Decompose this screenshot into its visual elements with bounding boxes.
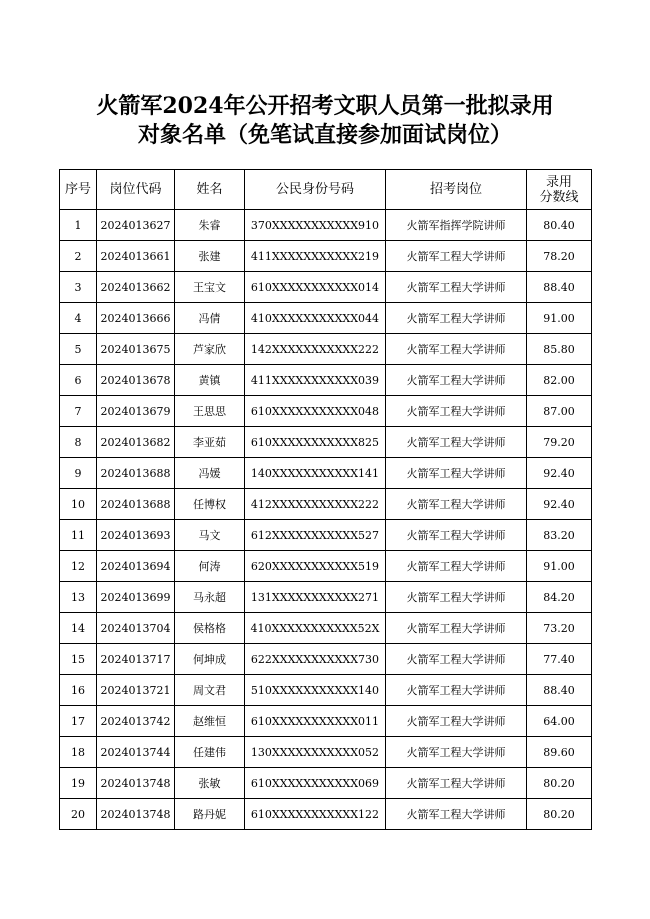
header-position: 招考岗位 [386,170,527,210]
cell-seq: 3 [60,272,97,303]
cell-position: 火箭军工程大学讲师 [386,334,527,365]
cell-seq: 20 [60,799,97,830]
header-score-line-1: 录用 [545,174,572,190]
cell-seq: 18 [60,737,97,768]
header-seq: 序号 [60,170,97,210]
cell-post-code: 2024013748 [97,799,175,830]
cell-seq: 5 [60,334,97,365]
header-score-line-2: 分数线 [539,189,579,205]
cell-id-number: 131XXXXXXXXXXX271 [245,582,386,613]
cell-score: 77.40 [527,644,592,675]
cell-name: 路丹妮 [175,799,245,830]
cell-seq: 14 [60,613,97,644]
cell-seq: 16 [60,675,97,706]
table-row [60,210,592,241]
cell-score: 85.80 [527,334,592,365]
cell-position: 火箭军指挥学院讲师 [386,210,527,241]
table-row [60,396,592,427]
cell-position: 火箭军工程大学讲师 [386,551,527,582]
cell-seq: 8 [60,427,97,458]
cell-id-number: 410XXXXXXXXXXX044 [245,303,386,334]
cell-seq: 15 [60,644,97,675]
cell-score: 92.40 [527,458,592,489]
cell-position: 火箭军工程大学讲师 [386,458,527,489]
cell-id-number: 622XXXXXXXXXXX730 [245,644,386,675]
cell-id-number: 610XXXXXXXXXXX011 [245,706,386,737]
cell-score: 88.40 [527,272,592,303]
cell-name: 张建 [175,241,245,272]
cell-seq: 17 [60,706,97,737]
cell-position: 火箭军工程大学讲师 [386,272,527,303]
cell-post-code: 2024013693 [97,520,175,551]
cell-score: 73.20 [527,613,592,644]
cell-position: 火箭军工程大学讲师 [386,644,527,675]
cell-post-code: 2024013661 [97,241,175,272]
cell-seq: 12 [60,551,97,582]
cell-id-number: 140XXXXXXXXXXX141 [245,458,386,489]
cell-id-number: 411XXXXXXXXXXX039 [245,365,386,396]
cell-position: 火箭军工程大学讲师 [386,303,527,334]
cell-post-code: 2024013748 [97,768,175,799]
cell-seq: 7 [60,396,97,427]
cell-score: 79.20 [527,427,592,458]
cell-name: 芦家欣 [175,334,245,365]
cell-post-code: 2024013721 [97,675,175,706]
cell-id-number: 620XXXXXXXXXXX519 [245,551,386,582]
cell-position: 火箭军工程大学讲师 [386,489,527,520]
cell-post-code: 2024013717 [97,644,175,675]
cell-position: 火箭军工程大学讲师 [386,520,527,551]
cell-score: 80.40 [527,210,592,241]
cell-seq: 1 [60,210,97,241]
cell-seq: 6 [60,365,97,396]
cell-seq: 13 [60,582,97,613]
cell-post-code: 2024013675 [97,334,175,365]
cell-post-code: 2024013679 [97,396,175,427]
cell-name: 张敏 [175,768,245,799]
table-row [60,551,592,582]
cell-seq: 2 [60,241,97,272]
cell-score: 87.00 [527,396,592,427]
cell-position: 火箭军工程大学讲师 [386,582,527,613]
cell-seq: 11 [60,520,97,551]
cell-id-number: 410XXXXXXXXXXX52X [245,613,386,644]
table-body [60,210,592,830]
cell-post-code: 2024013627 [97,210,175,241]
table-row [60,427,592,458]
cell-id-number: 612XXXXXXXXXXX527 [245,520,386,551]
cell-post-code: 2024013678 [97,365,175,396]
table-row [60,799,592,830]
cell-post-code: 2024013662 [97,272,175,303]
title-line-1: 火箭军2024年公开招考文职人员第一批拟录用 [96,93,554,119]
cell-name: 任博权 [175,489,245,520]
cell-post-code: 2024013699 [97,582,175,613]
cell-id-number: 411XXXXXXXXXXX219 [245,241,386,272]
cell-post-code: 2024013682 [97,427,175,458]
cell-id-number: 610XXXXXXXXXXX048 [245,396,386,427]
cell-name: 马文 [175,520,245,551]
cell-id-number: 610XXXXXXXXXXX122 [245,799,386,830]
table-row [60,582,592,613]
cell-name: 李亚茹 [175,427,245,458]
cell-name: 朱睿 [175,210,245,241]
header-id-number: 公民身份号码 [245,170,386,210]
cell-name: 黄镇 [175,365,245,396]
cell-post-code: 2024013694 [97,551,175,582]
cell-position: 火箭军工程大学讲师 [386,396,527,427]
header-score [527,170,592,210]
table-row [60,489,592,520]
cell-post-code: 2024013744 [97,737,175,768]
cell-position: 火箭军工程大学讲师 [386,799,527,830]
table-row [60,303,592,334]
table-row [60,675,592,706]
cell-post-code: 2024013688 [97,458,175,489]
table-row [60,272,592,303]
cell-id-number: 610XXXXXXXXXXX825 [245,427,386,458]
cell-score: 91.00 [527,551,592,582]
cell-post-code: 2024013704 [97,613,175,644]
table-row [60,737,592,768]
document-title [0,92,650,150]
cell-position: 火箭军工程大学讲师 [386,241,527,272]
table-row [60,365,592,396]
cell-position: 火箭军工程大学讲师 [386,365,527,396]
cell-score: 89.60 [527,737,592,768]
cell-post-code: 2024013666 [97,303,175,334]
cell-id-number: 130XXXXXXXXXXX052 [245,737,386,768]
cell-position: 火箭军工程大学讲师 [386,427,527,458]
cell-name: 何涛 [175,551,245,582]
table-row [60,613,592,644]
cell-position: 火箭军工程大学讲师 [386,737,527,768]
title-line-2: 对象名单（免笔试直接参加面试岗位） [137,122,512,148]
cell-name: 冯媛 [175,458,245,489]
table-row [60,334,592,365]
table-row [60,644,592,675]
cell-seq: 10 [60,489,97,520]
cell-score: 80.20 [527,799,592,830]
cell-position: 火箭军工程大学讲师 [386,706,527,737]
cell-seq: 4 [60,303,97,334]
cell-position: 火箭军工程大学讲师 [386,675,527,706]
cell-score: 64.00 [527,706,592,737]
cell-score: 80.20 [527,768,592,799]
cell-name: 王思思 [175,396,245,427]
table-row [60,458,592,489]
cell-id-number: 610XXXXXXXXXXX014 [245,272,386,303]
cell-name: 任建伟 [175,737,245,768]
cell-post-code: 2024013742 [97,706,175,737]
cell-position: 火箭军工程大学讲师 [386,613,527,644]
cell-post-code: 2024013688 [97,489,175,520]
cell-score: 78.20 [527,241,592,272]
cell-id-number: 610XXXXXXXXXXX069 [245,768,386,799]
cell-name: 何坤成 [175,644,245,675]
cell-position: 火箭军工程大学讲师 [386,768,527,799]
cell-name: 侯格格 [175,613,245,644]
table-row [60,241,592,272]
cell-score: 88.40 [527,675,592,706]
cell-id-number: 510XXXXXXXXXXX140 [245,675,386,706]
table-row [60,520,592,551]
table-header-row [60,170,592,210]
header-post-code: 岗位代码 [97,170,175,210]
admission-table [59,169,592,830]
cell-name: 周文君 [175,675,245,706]
table-row [60,706,592,737]
cell-score: 92.40 [527,489,592,520]
cell-name: 马永超 [175,582,245,613]
cell-score: 91.00 [527,303,592,334]
cell-name: 赵维恒 [175,706,245,737]
cell-score: 82.00 [527,365,592,396]
cell-score: 84.20 [527,582,592,613]
cell-id-number: 412XXXXXXXXXXX222 [245,489,386,520]
header-name: 姓名 [175,170,245,210]
cell-name: 冯倩 [175,303,245,334]
cell-seq: 19 [60,768,97,799]
cell-name: 王宝文 [175,272,245,303]
cell-id-number: 142XXXXXXXXXXX222 [245,334,386,365]
cell-score: 83.20 [527,520,592,551]
table-row [60,768,592,799]
cell-seq: 9 [60,458,97,489]
cell-id-number: 370XXXXXXXXXXX910 [245,210,386,241]
